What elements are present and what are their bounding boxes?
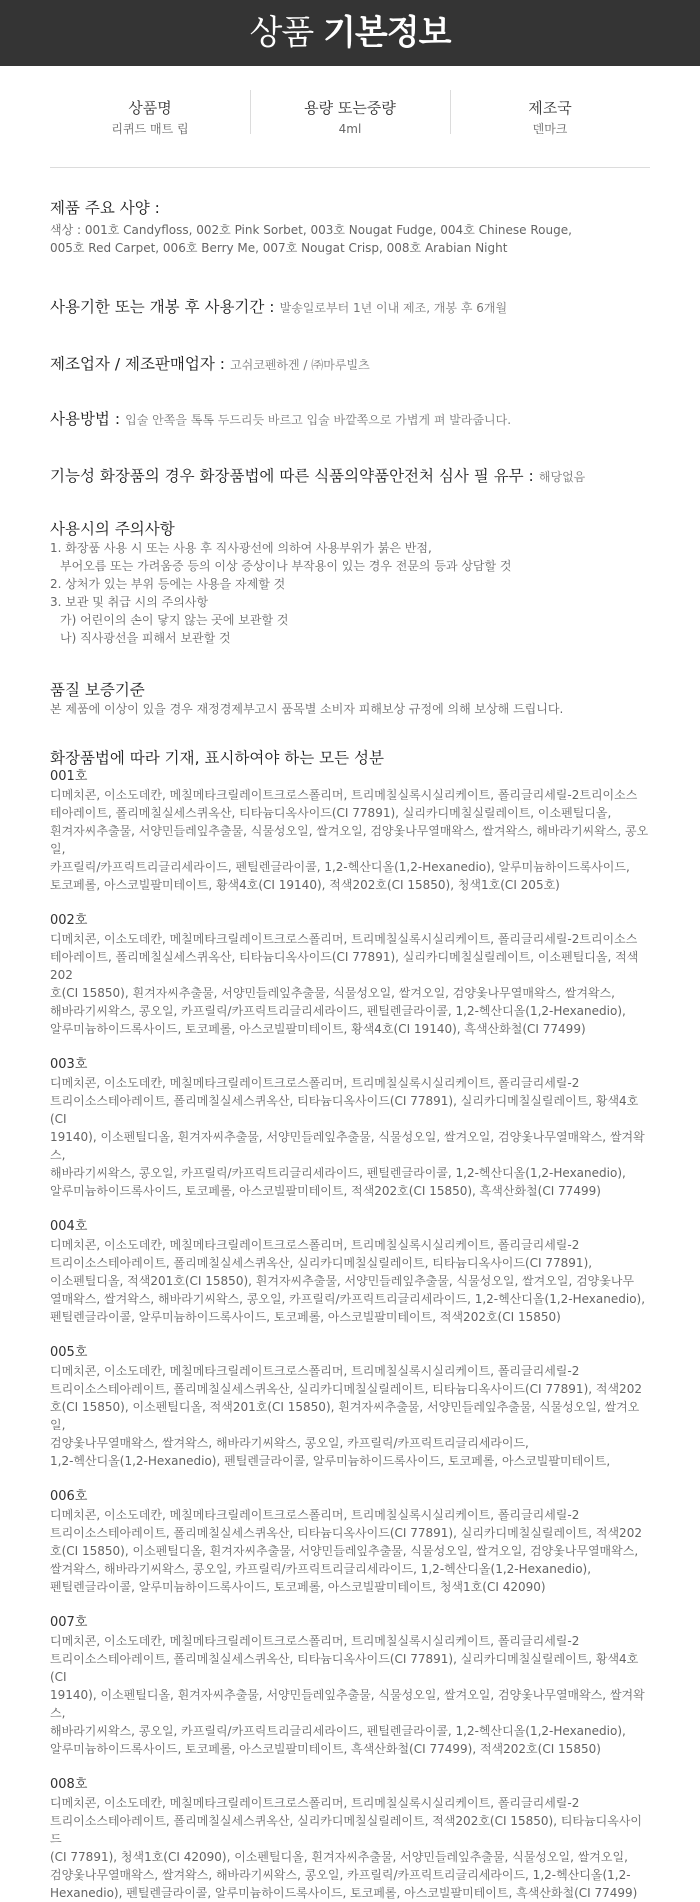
ingredient-line: 흰겨자씨추출물, 서양민들레잎추출물, 식물성오일, 쌀겨오일, 검양옻나무열매왁스, 쌀겨왁스, 해바라기씨왁스, 콩오일, [50,824,649,856]
ingredients-section [50,748,650,1902]
ingredient-line: 열매왁스, 쌀겨왁스, 해바라기씨왁스, 콩오일, 카프릴릭/카프릭트리글리세라이드, 1,2-헥산디올(1,2-Hexanedio), [50,1292,646,1306]
maker-section [50,354,650,374]
ingredient-line: 해바라기씨왁스, 콩오일, 카프릴릭/카프릭트리글리세라이드, 펜틸렌글라이콜, 1,2-헥산디올(1,2-Hexanedio), [50,1004,626,1018]
ingredient-line: 디메치콘, 이소도데칸, 메칠메타크릴레이트크로스폴리머, 트리메칠실록시실리케이트, 폴리글리세릴-2 [50,1634,580,1648]
ingredient-line: 알루미늄하이드록사이드, 토코페롤, 아스코빌팔미테이트, 흑색산화철(CI 77499), 적색202호(CI 15850) [50,1742,601,1756]
ingredient-line: 테아레이트, 폴리메칠실세스퀴옥산, 티타늄디옥사이드(CI 77891), 실리카디메칠실릴레이트, 이소펜틸디올, [50,806,612,820]
ingredient-line: 디메치콘, 이소도데칸, 메칠메타크릴레이트크로스폴리머, 트리메칠실록시실리케이트, 폴리글리세릴-2 [50,1364,580,1378]
banner-title-light: 상품 [249,13,314,53]
shade-ingredient-text [50,1506,650,1596]
shade-code: 004호 [50,1219,88,1234]
ingredient-line: 검양옻나무열매왁스, 쌀겨왁스, 해바라기씨왁스, 콩오일, 카프릴릭/카프릭트리글리세라이드, 1,2-헥산디올(1,2- [50,1868,631,1882]
shade-code: 007호 [50,1615,88,1630]
summary-table [50,90,650,168]
expiry-value: 발송일로부터 1년 이내 제조, 개봉 후 6개월 [279,301,508,315]
ingredient-line: 알루미늄하이드록사이드, 토코페롤, 아스코빌팔미테이트, 적색202호(CI 15850), 흑색산화철(CI 77499) [50,1184,601,1198]
ingredient-line: 토코페롤, 아스코빌팔미테이트, 황색4호(CI 19140), 적색202호(CI 15850), 청색1호(CI 205호) [50,878,560,892]
ingredients-title: 화장품법에 따라 기재, 표시하여야 하는 모든 성분 [50,749,384,767]
shade-ingredients [50,1776,650,1902]
spec-title: 제품 주요 사양 : [50,199,160,217]
shade-list [50,768,650,1902]
maker-title: 제조업자 / 제조판매업자 : [50,355,225,373]
ingredient-line: 이소펜틸디올, 적색201호(CI 15850), 흰겨자씨추출물, 서양민들레잎추출물, 식물성오일, 쌀겨오일, 검양옻나무 [50,1274,635,1288]
banner [0,0,700,66]
summary-product-name [50,90,250,167]
ingredient-line: 쌀겨왁스, 해바라기씨왁스, 콩오일, 카프릴릭/카프릭트리글리세라이드, 1,2-헥산디올(1,2-Hexanedio), [50,1562,592,1576]
ingredient-line: 19140), 이소펜틸디올, 흰겨자씨추출물, 서양민들레잎추출물, 식물성오일, 쌀겨오일, 검양옻나무열매왁스, 쌀겨왁스, [50,1130,645,1162]
expiry-section [50,297,650,317]
caution-line: 나) 직사광선을 피해서 보관할 것 [60,631,231,645]
usage-value: 입술 안쪽을 톡톡 두드리듯 바르고 입술 바깥쪽으로 가볍게 펴 발라줍니다. [125,413,512,427]
shade-ingredients [50,912,650,1038]
ingredient-line: 디메치콘, 이소도데칸, 메칠메타크릴레이트크로스폴리머, 트리메칠실록시실리케이트, 폴리글리세릴-2 [50,1076,580,1090]
caution-line: 1. 화장품 사용 시 또는 사용 후 직사광선에 의하여 사용부위가 붉은 반점, [50,541,432,555]
ingredient-line: 검양옻나무열매왁스, 쌀겨왁스, 해바라기씨왁스, 콩오일, 카프릴릭/카프릭트리글리세라이드, [50,1436,529,1450]
summary-value: 4ml [338,122,362,136]
functional-section [50,466,650,486]
summary-country [450,90,650,167]
ingredient-line: 디메치콘, 이소도데칸, 메칠메타크릴레이트크로스폴리머, 트리메칠실록시실리케이트, 폴리글리세릴-2 [50,1238,580,1252]
shade-code: 006호 [50,1489,88,1504]
shade-ingredients [50,1614,650,1758]
shade-ingredient-text [50,1632,650,1758]
shade-ingredients [50,1218,650,1326]
ingredient-line: 트리이소스테아레이트, 폴리메칠실세스퀴옥산, 실리카디메칠실릴레이트, 티타늄디옥사이드(CI 77891), [50,1256,593,1270]
ingredient-line: 알루미늄하이드록사이드, 토코페롤, 아스코빌팔미테이트, 황색4호(CI 19140), 흑색산화철(CI 77499) [50,1022,586,1036]
summary-label: 용량 또는중량 [304,99,396,117]
ingredient-line: 카프릴릭/카프릭트리글리세라이드, 펜틸렌글라이콜, 1,2-헥산디올(1,2-Hexanedio), 알루미늄하이드록사이드, [50,860,630,874]
spec-line: 005호 Red Carpet, 006호 Berry Me, 007호 Nougat Crisp, 008호 Arabian Night [50,241,508,255]
shade-ingredients [50,1344,650,1470]
ingredient-line: 디메치콘, 이소도데칸, 메칠메타크릴레이트크로스폴리머, 트리메칠실록시실리케이트, 폴리글리세릴-2 [50,1508,580,1522]
ingredient-line: 해바라기씨왁스, 콩오일, 카프릴릭/카프릭트리글리세라이드, 펜틸렌글라이콜, 1,2-헥산디올(1,2-Hexanedio), [50,1724,626,1738]
shade-code: 001호 [50,769,88,784]
summary-value: 리퀴드 매트 립 [111,122,189,136]
ingredient-line: 트리이소스테아레이트, 폴리메칠실세스퀴옥산, 티타늄디옥사이드(CI 77891), 실리카디메칠실릴레이트, 적색202 [50,1526,642,1540]
shade-ingredient-text [50,1794,650,1902]
ingredient-line: 디메치콘, 이소도데칸, 메칠메타크릴레이트크로스폴리머, 트리메칠실록시실리케이트, 폴리글리세릴-2트리이소스 [50,932,638,946]
ingredient-line: 트리이소스테아레이트, 폴리메칠실세스퀴옥산, 티타늄디옥사이드(CI 77891), 실리카디메칠실릴레이트, 황색4호(CI [50,1652,639,1684]
summary-volume [250,90,450,167]
shade-code: 002호 [50,913,88,928]
ingredient-line: 펜틸렌글라이콜, 알루미늄하이드록사이드, 토코페롤, 아스코빌팔미테이트, 청색1호(CI 42090) [50,1580,546,1594]
shade-code: 008호 [50,1777,88,1792]
caution-body [50,539,650,647]
shade-ingredient-text [50,930,650,1038]
ingredient-line: 19140), 이소펜틸디올, 흰겨자씨추출물, 서양민들레잎추출물, 식물성오일, 쌀겨오일, 검양옻나무열매왁스, 쌀겨왁스, [50,1688,645,1720]
usage-section [50,409,650,429]
caution-line: 3. 보관 및 취급 시의 주의사항 [50,595,209,609]
maker-value: 고쉬코펜하겐 / ㈜마루빌츠 [230,358,370,372]
shade-ingredients [50,1488,650,1596]
ingredient-line: 1,2-헥산디올(1,2-Hexanedio), 펜틸렌글라이콜, 알루미늄하이드록사이드, 토코페롤, 아스코빌팔미테이트, [50,1454,611,1468]
ingredient-line: 호(CI 15850), 이소펜틸디올, 적색201호(CI 15850), 흰겨자씨추출물, 서양민들레잎추출물, 식물성오일, 쌀겨오일, [50,1400,640,1432]
shade-ingredient-text [50,1074,650,1200]
summary-label: 상품명 [128,99,172,117]
caution-section [50,519,650,647]
shade-ingredients [50,768,650,894]
ingredient-line: (CI 77891), 청색1호(CI 42090), 이소펜틸디올, 흰겨자씨추출물, 서양민들레잎추출물, 식물성오일, 쌀겨오일, [50,1850,628,1864]
details [0,198,700,1902]
spec-body [50,221,650,257]
functional-value: 해당없음 [538,470,586,484]
quality-value: 본 제품에 이상이 있을 경우 재정경제부고시 품목별 소비자 피해보상 규정에 의해 보상해 드립니다. [50,702,564,716]
shade-ingredient-text [50,1362,650,1470]
ingredient-line: 호(CI 15850), 이소펜틸디올, 흰겨자씨추출물, 서양민들레잎추출물, 식물성오일, 쌀겨오일, 검양옻나무열매왁스, [50,1544,639,1558]
caution-line: 2. 상처가 있는 부위 등에는 사용을 자제할 것 [50,577,286,591]
ingredient-line: 펜틸렌글라이콜, 알루미늄하이드록사이드, 토코페롤, 아스코빌팔미테이트, 적색202호(CI 15850) [50,1310,561,1324]
ingredient-line: 테아레이트, 폴리메칠실세스퀴옥산, 티타늄디옥사이드(CI 77891), 실리카디메칠실릴레이트, 이소펜틸디올, 적색202 [50,950,639,982]
ingredient-line: 트리이소스테아레이트, 폴리메칠실세스퀴옥산, 실리카디메칠실릴레이트, 적색202호(CI 15850), 티타늄디옥사이드 [50,1814,642,1846]
shade-ingredient-text [50,786,650,894]
ingredient-line: 디메치콘, 이소도데칸, 메칠메타크릴레이트크로스폴리머, 트리메칠실록시실리케이트, 폴리글리세릴-2 [50,1796,580,1810]
ingredient-line: 해바라기씨왁스, 콩오일, 카프릴릭/카프릭트리글리세라이드, 펜틸렌글라이콜, 1,2-헥산디올(1,2-Hexanedio), [50,1166,626,1180]
caution-line: 가) 어린이의 손이 닿지 않는 곳에 보관할 것 [60,613,289,627]
expiry-title: 사용기한 또는 개봉 후 사용기간 : [50,298,275,316]
shade-code: 003호 [50,1057,88,1072]
ingredient-line: 디메치콘, 이소도데칸, 메칠메타크릴레이트크로스폴리머, 트리메칠실록시실리케이트, 폴리글리세릴-2트리이소스 [50,788,638,802]
usage-title: 사용방법 : [50,410,121,428]
shade-code: 005호 [50,1345,88,1360]
summary-label: 제조국 [528,99,572,117]
quality-title: 품질 보증기준 [50,681,145,699]
ingredient-line: 호(CI 15850), 흰겨자씨추출물, 서양민들레잎추출물, 식물성오일, 쌀겨오일, 검양옻나무열매왁스, 쌀겨왁스, [50,986,615,1000]
caution-title: 사용시의 주의사항 [50,520,175,538]
banner-title-bold: 기본정보 [323,13,451,53]
ingredient-line: 트리이소스테아레이트, 폴리메칠실세스퀴옥산, 실리카디메칠실릴레이트, 티타늄디옥사이드(CI 77891), 적색202 [50,1382,642,1396]
ingredient-line: 트리이소스테아레이트, 폴리메칠실세스퀴옥산, 티타늄디옥사이드(CI 77891), 실리카디메칠실릴레이트, 황색4호(CI [50,1094,639,1126]
functional-title: 기능성 화장품의 경우 화장품법에 따른 식품의약품안전처 심사 필 유무 : [50,467,534,485]
quality-section [50,680,650,718]
ingredient-line: Hexanedio), 펜틸렌글라이콜, 알루미늄하이드록사이드, 토코페롤, 아스코빌팔미테이트, 흑색산화철(CI 77499) [50,1886,638,1900]
shade-ingredient-text [50,1236,650,1326]
shade-ingredients [50,1056,650,1200]
spec-line: 색상 : 001호 Candyfloss, 002호 Pink Sorbet, 003호 Nougat Fudge, 004호 Chinese Rouge, [50,223,572,237]
caution-line: 부어오름 또는 가려움증 등의 이상 증상이나 부작용이 있는 경우 전문의 등과 상담할 것 [60,559,512,573]
summary-value: 덴마크 [532,122,568,136]
spec-section [50,198,650,257]
